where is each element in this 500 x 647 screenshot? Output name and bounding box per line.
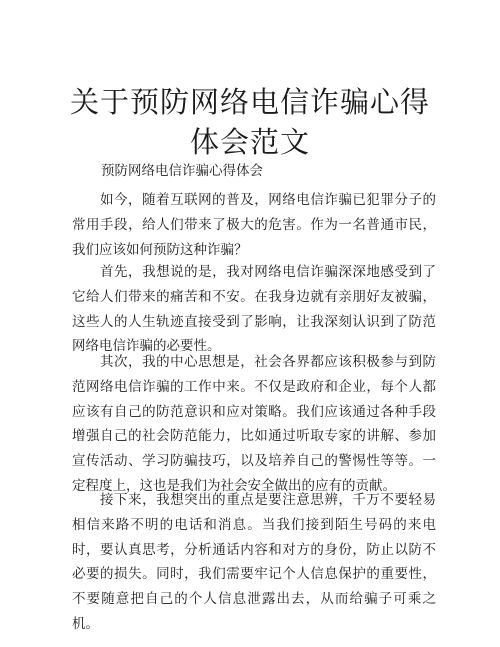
- paragraph-intro: 如今，随着互联网的普及，网络电信诈骗已犯罪分子的常用手段，给人们带来了极大的危害。作为一名普通市民，我们应该如何预防这种诈骗？: [72, 192, 436, 258]
- paragraph-third-point: 接下来，我想突出的重点是要注意思辨，千万不要轻易相信来路不明的电话和消息。当我们接到陌生号码的来电时，要认真思考，分析通话内容和对方的身份，防止以防不必要的损失。同时，我们需要牢记个人信息保护的重要性，不要随意把自己的个人信息泄露出去，从而给骗子可乘之机。: [72, 492, 436, 632]
- paragraph-second-point: 其次，我的中心思想是，社会各界都应该积极参与到防范网络电信诈骗的工作中来。不仅是政府和企业，每个人都应该有自己的防范意识和应对策略。我们应该通过各种手段增强自己的社会防范能力，比如通过听取专家的讲解、参加宣传活动、学习防骗技巧，以及培养自己的警惕性等等。一定程度上，这也是我们为社会安全做出的应有的贡献。: [72, 354, 436, 494]
- document-subtitle: 预防网络电信诈骗心得体会: [101, 163, 263, 179]
- paragraph-first-point: 首先，我想说的是，我对网络电信诈骗深深地感受到了它给人们带来的痛苦和不安。在我身边就有亲朋好友被骗，这些人的人生轨迹直接受到了影响，让我深刻认识到了防范网络电信诈骗的必要性。: [72, 264, 436, 355]
- document-title: 关于预防网络电信诈骗心得体会范文: [70, 85, 431, 159]
